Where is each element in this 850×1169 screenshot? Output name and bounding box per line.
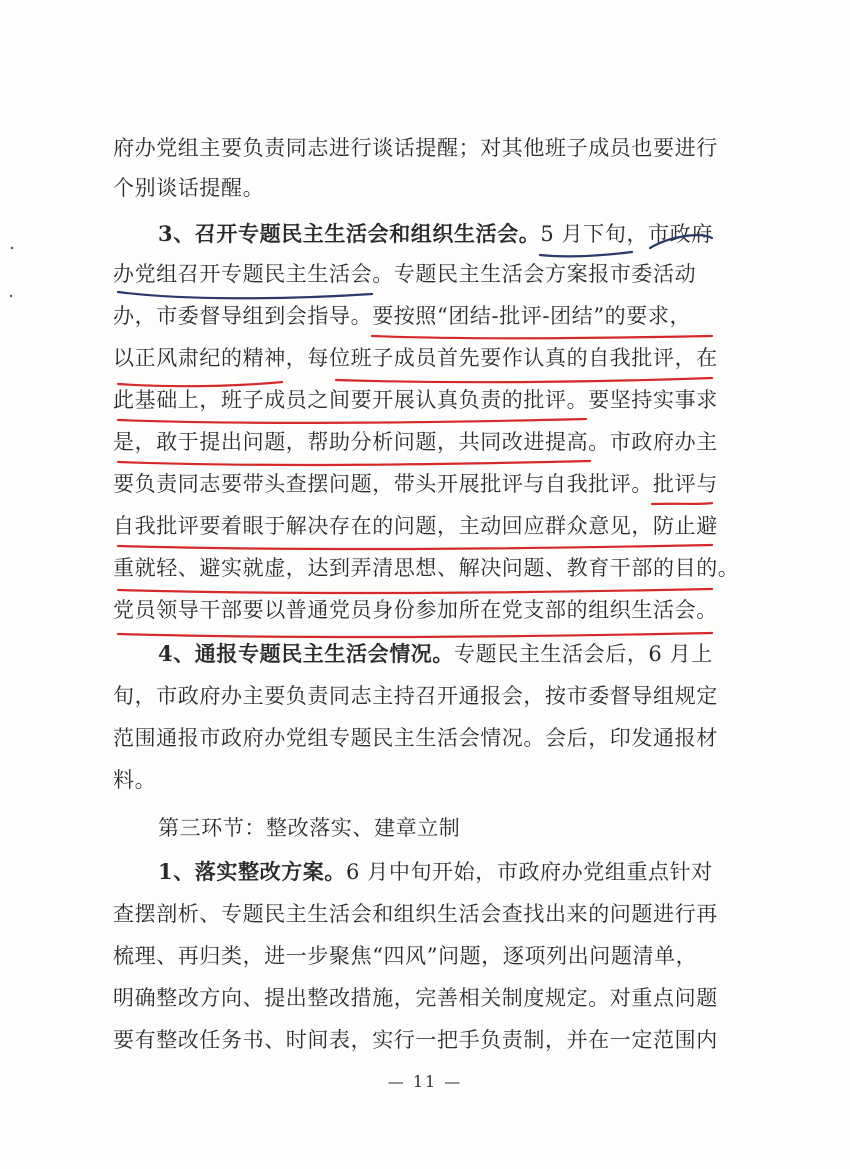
line-text: 料。 [113,768,157,792]
line-text: 个别谈话提醒。 [113,176,265,200]
line-text: 范围通报市政府办党组专题民主生活会情况。会后，印发通报材 [113,726,718,750]
line-text: 此基础上，班子成员之间要开展认真负责的批评。要坚持实事求 [113,388,718,412]
line-text: 6 月中旬开始，市政府办党组重点针对 [346,860,713,884]
line-text: 梳理、再归类，进一步聚焦“四风”问题，逐项列出问题清单， [113,944,698,968]
page-number: — 11 — [387,1072,463,1091]
line-text: 党员领导干部要以普通党员身份参加所在党支部的组织生活会。 [113,598,718,622]
line-text: 以正风肃纪的精神，每位班子成员首先要作认真的自我批评，在 [113,346,718,370]
line-text: 专题民主生活会后，6 月上 [454,642,713,666]
line-text: 明确整改方向、提出整改措施，完善相关制度规定。对重点问题 [113,986,718,1010]
line-text: 自我批评要着眼于解决存在的问题，主动回应群众意见，防止避 [113,514,718,538]
line-text: 办党组召开专题民主生活会。专题民主生活会方案报市委活动 [113,262,697,286]
line-text: 要负责同志要带头查摆问题，带头开展批评与自我批评。批评与 [113,472,718,496]
line-text: 是，敢于提出问题，帮助分析问题，共同改进提高。市政府办主 [113,430,718,454]
line-text: 要有整改任务书、时间表，实行一把手负责制，并在一定范围内 [113,1028,718,1052]
line-text: 5 月下旬，市政府 [540,222,713,246]
line-text: 府办党组主要负责同志进行谈话提醒；对其他班子成员也要进行 [113,136,718,160]
line-text: 查摆剖析、专题民主生活会和组织生活会查找出来的问题进行再 [113,902,718,926]
section-heading: 1、落实整改方案。 [158,859,347,884]
section-heading: 3、召开专题民主生活会和组织生活会。 [158,221,541,246]
line-text: 旬，市政府办主要负责同志主持召开通报会，按市委督导组规定 [113,684,718,708]
line-text: 第三环节：整改落实、建章立制 [158,816,461,840]
section-heading: 4、通报专题民主生活会情况。 [158,641,455,666]
line-text: 重就轻、避实就虚，达到弄清思想、解决问题、教育干部的目的。 [113,556,740,580]
line-text: 办，市委督导组到会指导。要按照“团结-批评-团结”的要求， [113,304,692,328]
